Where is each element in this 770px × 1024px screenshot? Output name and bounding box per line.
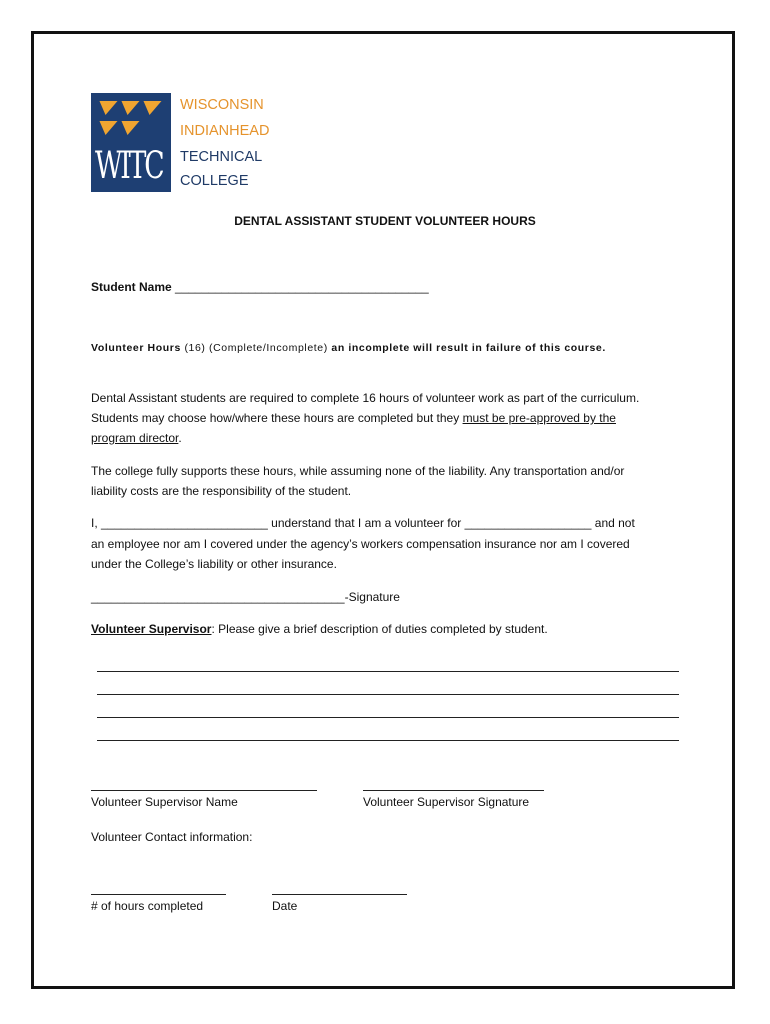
logo-line-technical: TECHNICAL [180,149,263,165]
date-label: Date [272,899,298,913]
student-name-label: Student Name [91,280,172,294]
date-line[interactable] [272,894,407,895]
volunteer-hours-label: Volunteer Hours [91,342,181,354]
para1-line3-end: . [178,431,182,445]
logo-line-college: COLLEGE [180,173,249,189]
supervisor-name-label: Volunteer Supervisor Name [91,795,238,809]
duties-line-3[interactable] [97,717,679,718]
student-name-blank[interactable]: ______________________________________ [175,280,429,294]
logo-triangle [119,121,140,135]
supervisor-signature-line[interactable] [363,790,544,791]
logo-triangle [141,101,162,115]
para2-line2: liability costs are the responsibility of the student. [91,484,352,498]
logo-triangle [97,101,118,115]
volunteer-hours-row [91,340,606,356]
para3-line1: I, _________________________ understand that I am a volunteer for ___________________ and not [91,516,635,530]
supervisor-label: Volunteer Supervisor [91,622,212,636]
duties-line-1[interactable] [97,671,679,672]
logo-mark: WITC [95,144,163,187]
logo-triangle [97,121,118,135]
supervisor-instructions: : Please give a brief description of duties completed by student. [211,622,548,636]
student-name-row [91,279,429,295]
supervisor-name-line[interactable] [91,790,317,791]
para1-line2-text: Students may choose how/where these hours are completed but they [91,411,463,425]
volunteer-hours-detail: (16) (Complete/Incomplete) [184,342,328,354]
para3-line3: under the College’s liability or other insurance. [91,557,337,571]
volunteer-hours-warning: an incomplete will result in failure of this course. [331,342,606,354]
duties-line-4[interactable] [97,740,679,741]
document-title: DENTAL ASSISTANT STUDENT VOLUNTEER HOURS [234,214,536,228]
supervisor-row [91,621,548,637]
witc-logo [91,93,171,192]
logo-line-wisconsin: WISCONSIN [180,97,264,113]
para1-line2 [91,410,616,426]
para1-line1: Dental Assistant students are required to complete 16 hours of volunteer work as part of the curriculum. [91,391,640,405]
program-director-note: program director [91,431,179,445]
preapproval-note: must be pre-approved by the [462,411,616,425]
contact-info-label: Volunteer Contact information: [91,830,253,844]
logo-triangle [119,101,140,115]
para1-line3 [91,430,182,446]
supervisor-signature-label: Volunteer Supervisor Signature [363,795,530,809]
para2-line1: The college fully supports these hours, while assuming none of the liability. Any transportation and/or [91,464,625,478]
hours-completed-line[interactable] [91,894,226,895]
hours-completed-label: # of hours completed [91,899,204,913]
duties-line-2[interactable] [97,694,679,695]
logo-line-indianhead: INDIANHEAD [180,123,270,139]
para3-line2: an employee nor am I covered under the agency’s workers compensation insurance nor am I covered [91,537,630,551]
student-signature-line[interactable]: ______________________________________-Signature [91,590,400,604]
